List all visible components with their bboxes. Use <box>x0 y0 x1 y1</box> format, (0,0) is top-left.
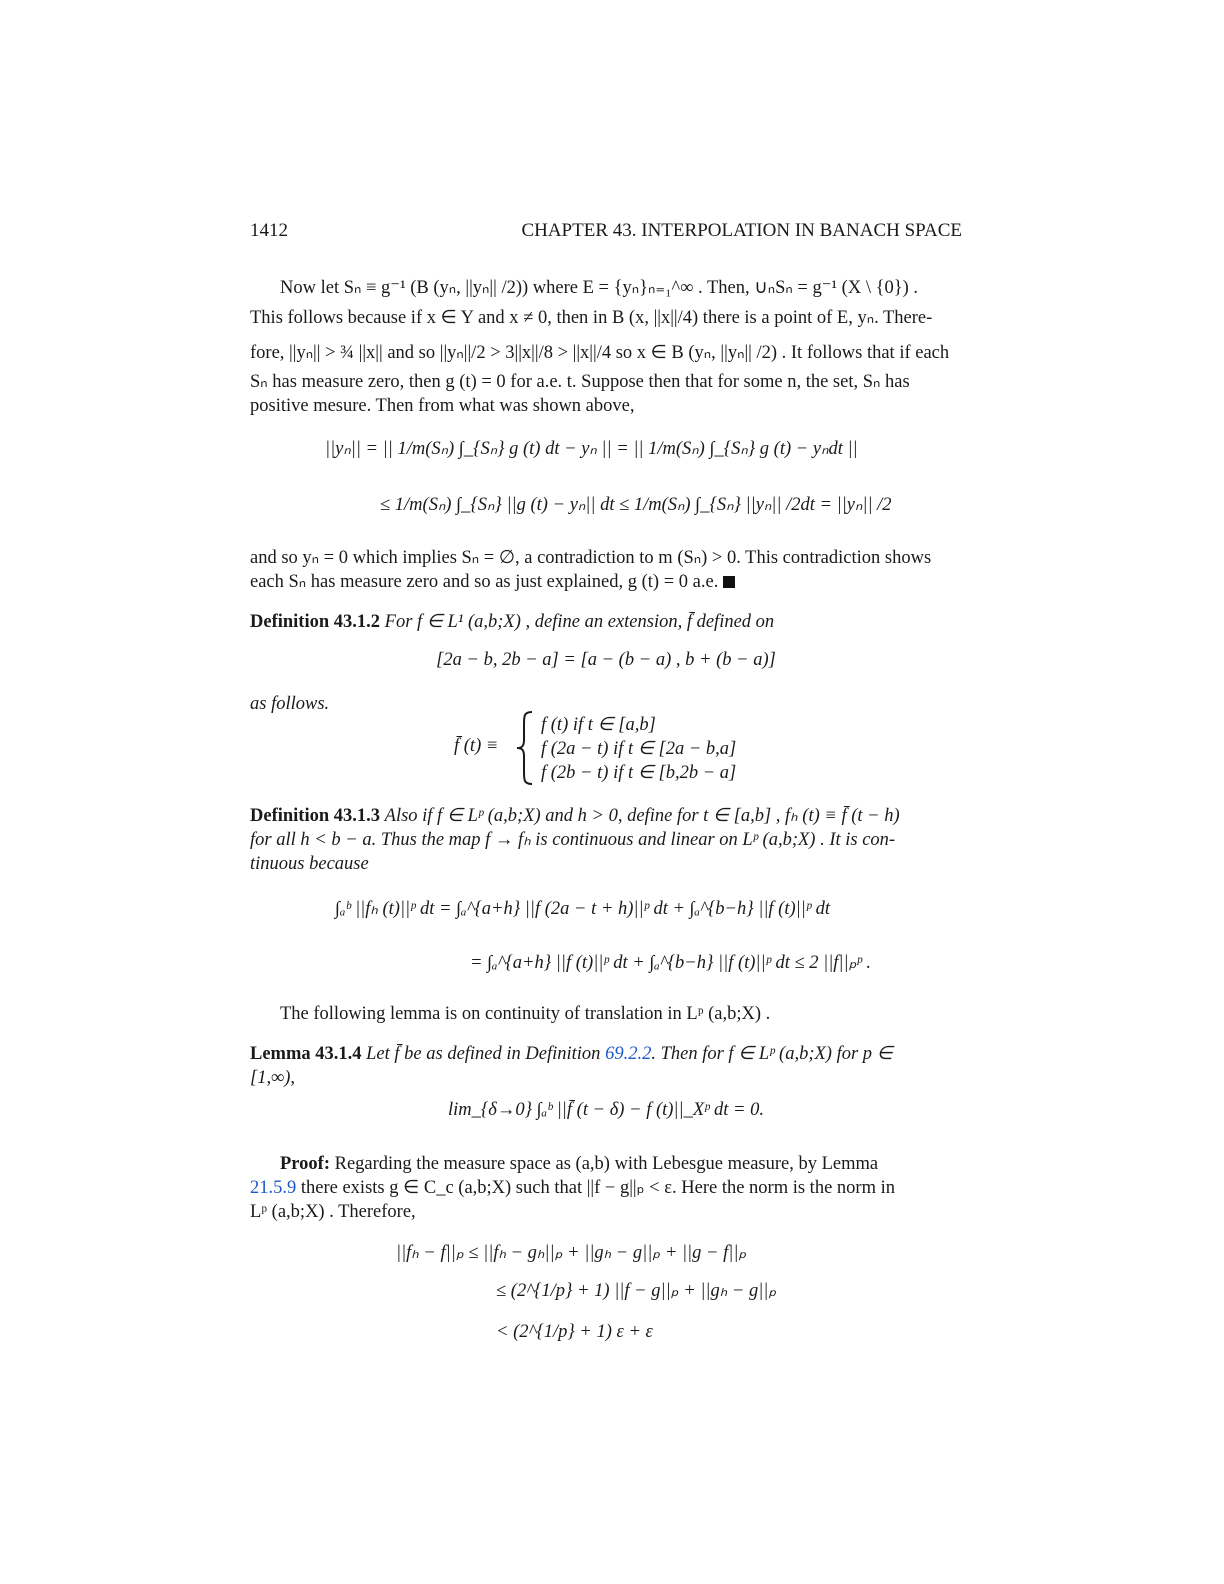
definition-text: as follows. <box>250 694 330 714</box>
piecewise-case: f (2b − t) if t ∈ [b,2b − a] <box>541 763 737 783</box>
text-line: This follows because if x ∈ Y and x ≠ 0, then in B (x, ||x||/4) there is a point of E, yₙ. There- <box>250 308 933 328</box>
paragraph-contradiction <box>250 546 962 594</box>
definition-label: Definition 43.1.2 <box>250 612 381 632</box>
text-line: fore, ||yₙ|| > ¾ ||x|| and so ||yₙ||/2 > 3||x||/8 > ||x||/4 so x ∈ B (yₙ, ||yₙ|| /2) . It follows that if each <box>250 343 950 363</box>
definition-text: For f ∈ L¹ (a,b;X) , define an extension, f̄ defined on <box>384 612 775 632</box>
text-line: tinuous because <box>250 854 369 874</box>
text-line: [1,∞), <box>250 1068 296 1088</box>
text-line: positive mesure. Then from what was shown above, <box>250 396 635 416</box>
definition-text: Also if f ∈ Lᵖ (a,b;X) and h > 0, define for t ∈ [a,b] , fₕ (t) ≡ f̄ (t − h) <box>384 806 900 826</box>
equation-line: ||fₕ − f||ₚ ≤ ||fₕ − gₕ||ₚ + ||gₕ − g||ₚ + ||g − f||ₚ <box>396 1243 747 1263</box>
text-span: each Sₙ has measure zero and so as just explained, g (t) = 0 a.e. <box>250 572 719 592</box>
equation-limit: lim_{δ→0} ∫ₐᵇ ||f̄ (t − δ) − f (t)||_Xᵖ dt = 0. <box>447 1100 764 1120</box>
text-line <box>250 1176 962 1200</box>
equation-line: ≤ (2^{1/p} + 1) ||f − g||ₚ + ||gₕ − g||ₚ <box>496 1281 777 1301</box>
lemma-label: Lemma 43.1.4 <box>250 1044 362 1064</box>
proof-text: Regarding the measure space as (a,b) with Lebesgue measure, by Lemma <box>330 1154 879 1174</box>
text-line <box>250 1152 962 1176</box>
text-line <box>250 804 962 828</box>
text-line: and so yₙ = 0 which implies Sₙ = ∅, a contradiction to m (Sₙ) > 0. This contradiction shows <box>250 548 932 568</box>
lemma-text: . Then for f ∈ Lᵖ (a,b;X) for p ∈ <box>651 1044 893 1064</box>
equation-line: < (2^{1/p} + 1) ε + ε <box>496 1322 653 1342</box>
equation-line: ||yₙ|| = || 1/m(Sₙ) ∫_{Sₙ} g (t) dt − yₙ || = || 1/m(Sₙ) ∫_{Sₙ} g (t) − yₙdt || <box>325 439 858 459</box>
paragraph-intro <box>250 276 962 418</box>
text-line: Sₙ has measure zero, then g (t) = 0 for a.e. t. Suppose then that for some n, the set, Sₙ has <box>250 372 910 392</box>
lemma-43-1-4 <box>250 1042 962 1090</box>
lemma-text: Let f̄ be as defined in Definition <box>366 1044 606 1064</box>
piecewise-case: f (t) if t ∈ [a,b] <box>541 715 656 735</box>
equation-line: = ∫ₐ^{a+h} ||f (t)||ᵖ dt + ∫ₐ^{b−h} ||f (t)||ᵖ dt ≤ 2 ||f||ₚᵖ . <box>470 953 872 973</box>
text-line <box>250 1042 962 1066</box>
page-number: 1412 <box>250 220 288 241</box>
definition-43-1-3 <box>250 804 962 876</box>
equation-interval: [2a − b, 2b − a] = [a − (b − a) , b + (b − a)] <box>436 650 776 670</box>
paragraph-lemma-intro: The following lemma is on continuity of translation in Lᵖ (a,b;X) . <box>280 1004 771 1024</box>
proof-label: Proof: <box>280 1154 330 1174</box>
definition-reference-link[interactable]: 69.2.2 <box>605 1044 652 1064</box>
equation-line: ∫ₐᵇ ||fₕ (t)||ᵖ dt = ∫ₐ^{a+h} ||f (2a − t + h)||ᵖ dt + ∫ₐ^{b−h} ||f (t)||ᵖ dt <box>335 899 831 919</box>
text-line: for all h < b − a. Thus the map f → fₕ is continuous and linear on Lᵖ (a,b;X) . It is con- <box>250 830 896 850</box>
definition-label: Definition 43.1.3 <box>250 806 381 826</box>
proof-text: there exists g ∈ C_c (a,b;X) such that ||f − g||ₚ < ε. Here the norm is the norm in <box>296 1178 895 1198</box>
qed-square-icon <box>723 576 735 588</box>
proof-paragraph <box>250 1152 962 1224</box>
piecewise-lhs: f̄ (t) ≡ <box>454 736 499 756</box>
piecewise-case: f (2a − t) if t ∈ [2a − b,a] <box>541 739 737 759</box>
text-line <box>250 570 962 594</box>
text-line: Now let Sₙ ≡ g⁻¹ (B (yₙ, ||yₙ|| /2)) where E = {yₙ}ₙ₌₁^∞ . Then, ∪ₙSₙ = g⁻¹ (X \ {0}) . <box>280 278 919 298</box>
text-line: Lᵖ (a,b;X) . Therefore, <box>250 1202 416 1222</box>
lemma-reference-link[interactable]: 21.5.9 <box>250 1178 297 1198</box>
definition-43-1-2 <box>250 610 962 634</box>
running-header <box>250 220 962 244</box>
left-brace-icon <box>514 710 536 786</box>
equation-line: ≤ 1/m(Sₙ) ∫_{Sₙ} ||g (t) − yₙ|| dt ≤ 1/m(Sₙ) ∫_{Sₙ} ||yₙ|| /2dt = ||yₙ|| /2 <box>380 495 892 515</box>
chapter-title: CHAPTER 43. INTERPOLATION IN BANACH SPACE <box>521 220 962 241</box>
